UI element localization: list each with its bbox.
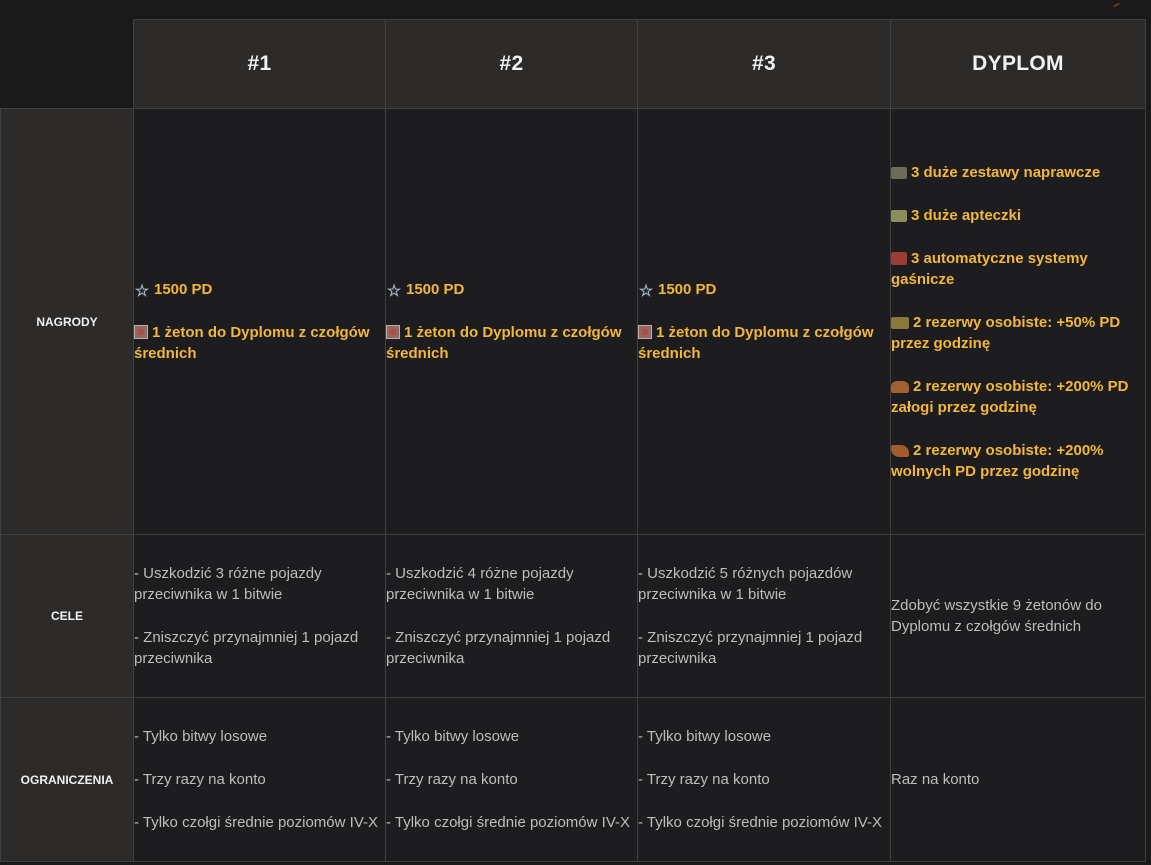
xp-reward-text: 1500 PD [154,281,213,298]
fire-extinguisher-icon [891,252,907,265]
token-reward-text: 1 żeton do Dyplomu z czołgów średnich [638,324,874,362]
column-header-2: #2 [386,20,638,109]
limits-cell-1 [134,698,386,862]
dyplom-reward [891,376,1145,418]
row-header-goals: CELE [1,535,134,698]
dyplom-reward [891,440,1145,482]
header-row [1,20,1146,109]
rewards-cell-dyplom [891,109,1146,535]
xp-reward [134,279,385,300]
star-icon: ☆ [134,283,150,300]
token-reward-text: 1 żeton do Dyplomu z czołgów średnich [134,324,370,362]
star-icon: ☆ [386,283,402,300]
dyplom-reward [891,205,1145,226]
ember-decoration [1113,3,1120,8]
crew-xp-reserve-icon [891,381,909,393]
limits-cell-dyplom [891,698,1146,862]
limit-item: - Trzy razy na konto [386,771,518,788]
corner-cell [1,20,134,109]
goal-item: - Zniszczyć przynajmniej 1 pojazd przeciwnika [386,629,611,667]
column-header-3: #3 [638,20,891,109]
goal-item: - Zniszczyć przynajmniej 1 pojazd przeciwnika [134,629,359,667]
rewards-row [1,109,1146,535]
limit-item: - Tylko czołgi średnie poziomów IV-X [134,814,378,831]
dyplom-reward [891,248,1145,290]
limits-cell-2 [386,698,638,862]
token-icon [386,325,400,339]
dyplom-reward-text: 2 rezerwy osobiste: +200% PD załogi przez godzinę [891,377,1129,416]
dyplom-reward-text: 2 rezerwy osobiste: +200% wolnych PD przez godzinę [891,441,1104,480]
dyplom-reward [891,312,1145,354]
dyplom-reward-text: 3 automatyczne systemy gaśnicze [891,249,1088,288]
xp-reward-text: 1500 PD [658,281,717,298]
xp-reserve-icon [891,317,909,329]
token-reward [638,322,890,364]
repair-kit-icon [891,167,907,179]
free-xp-reserve-icon [891,445,909,457]
goal-item: - Uszkodzić 3 różne pojazdy przeciwnika w 1 bitwie [134,565,322,603]
rewards-table [0,19,1146,862]
goals-cell-1 [134,535,386,698]
column-header-1: #1 [134,20,386,109]
limit-item: - Tylko bitwy losowe [386,728,520,745]
dyplom-reward [891,162,1145,183]
goal-item: Zdobyć wszystkie 9 żetonów do Dyplomu z czołgów średnich [891,597,1102,635]
limits-cell-3 [638,698,891,862]
token-reward [386,322,637,364]
goal-item: - Uszkodzić 4 różne pojazdy przeciwnika w 1 bitwie [386,565,574,603]
first-aid-kit-icon [891,210,907,222]
xp-reward [386,279,637,300]
goals-cell-3 [638,535,891,698]
rewards-cell-1 [134,109,386,535]
row-header-limits: OGRANICZENIA [1,698,134,862]
rewards-cell-3 [638,109,891,535]
xp-reward-text: 1500 PD [406,281,465,298]
column-header-dyplom: DYPLOM [891,20,1146,109]
goal-item: - Uszkodzić 5 różnych pojazdów przeciwnika w 1 bitwie [638,565,853,603]
goal-item: - Zniszczyć przynajmniej 1 pojazd przeciwnika [638,629,863,667]
row-header-rewards: NAGRODY [1,109,134,535]
goals-row [1,535,1146,698]
rewards-cell-2 [386,109,638,535]
limit-item: Raz na konto [891,771,980,788]
limit-item: - Tylko czołgi średnie poziomów IV-X [386,814,630,831]
token-icon [134,325,148,339]
goals-cell-dyplom [891,535,1146,698]
star-icon: ☆ [638,283,654,300]
token-reward-text: 1 żeton do Dyplomu z czołgów średnich [386,324,622,362]
dyplom-reward-text: 2 rezerwy osobiste: +50% PD przez godzinę [891,313,1121,352]
dyplom-reward-text: 3 duże apteczki [911,206,1022,224]
token-reward [134,322,385,364]
limit-item: - Tylko bitwy losowe [638,728,772,745]
limit-item: - Tylko czołgi średnie poziomów IV-X [638,814,882,831]
goals-cell-2 [386,535,638,698]
limit-item: - Tylko bitwy losowe [134,728,268,745]
token-icon [638,325,652,339]
limits-row [1,698,1146,862]
limit-item: - Trzy razy na konto [638,771,770,788]
dyplom-reward-text: 3 duże zestawy naprawcze [911,163,1101,181]
limit-item: - Trzy razy na konto [134,771,266,788]
xp-reward [638,279,890,300]
